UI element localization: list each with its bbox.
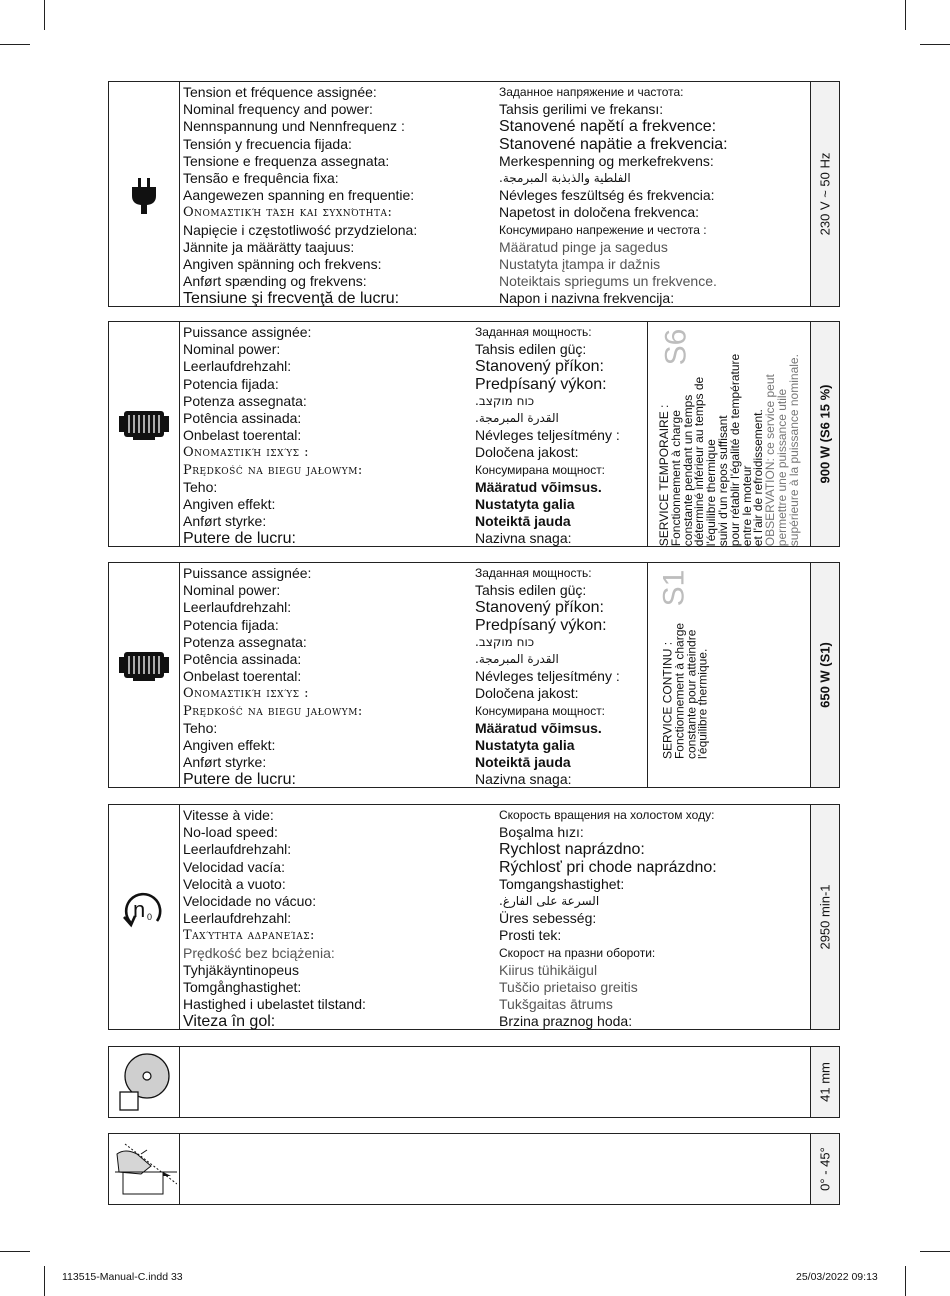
- label-line: Noteiktais spriegums un frekvence.: [499, 273, 717, 290]
- disc-value-cell: [810, 1047, 839, 1117]
- power-s1-icon-cell: [109, 563, 180, 787]
- label-line: Üres sebesség:: [499, 910, 597, 927]
- label-line: Ονομαστική ισχύς :: [183, 445, 310, 461]
- footer-date: 25/03/2022 09:13: [796, 1271, 878, 1283]
- label-line: Консумирана мощност:: [475, 703, 606, 718]
- label-line: Angiven spänning och frekvens:: [183, 255, 382, 272]
- label-line: Nazivna snaga:: [475, 771, 572, 788]
- power-s6-icon-cell: [109, 322, 180, 546]
- voltage-labels-left: [183, 84, 417, 307]
- power-s6-labels-right: [475, 324, 620, 547]
- label-line: Määratud võimsus.: [475, 719, 602, 736]
- power-s6-note-cell: [647, 322, 812, 546]
- label-line: Nominal power:: [183, 341, 281, 358]
- label-line: Angiven effekt:: [183, 495, 276, 512]
- label-line: Kiirus tühikäigul: [499, 961, 598, 978]
- angle-value-cell: [810, 1134, 839, 1204]
- label-line: Napięcie i częstotliwość przydzielona:: [183, 221, 418, 238]
- label-line: Tahsis edilen güç:: [475, 582, 587, 599]
- crop-mark: [905, 1266, 906, 1296]
- label-line: Nominal power:: [183, 582, 281, 599]
- label-line: Potência assinada:: [183, 409, 302, 426]
- crop-mark: [920, 1251, 950, 1252]
- crop-mark: [0, 1251, 30, 1252]
- label-line: constante pendant un temps: [680, 394, 695, 547]
- label-line: Določena jakost:: [475, 444, 579, 461]
- label-line: Napetost in določena frekvenca:: [499, 204, 700, 221]
- label-line: Заданная мощность:: [475, 566, 592, 580]
- label-line: Aangewezen spanning en frequentie:: [183, 187, 415, 204]
- label-line: Anført styrke:: [183, 754, 267, 771]
- speed-block: [108, 804, 840, 1030]
- label-line: Заданная мощность:: [475, 325, 592, 339]
- label-line: Prędkość na biegu jałowym:: [183, 462, 363, 478]
- mode-s6-label: S6: [659, 328, 693, 366]
- power-s6-value-cell: [810, 322, 839, 546]
- label-line: الفلطية والذبذبة المبرمجة.: [499, 170, 631, 185]
- label-line: Anført styrke:: [183, 513, 267, 530]
- power-s1-value: 650 W (S1): [817, 642, 833, 708]
- label-line: Rýchlosť pri chode naprázdno:: [499, 858, 717, 876]
- label-line: Angiven effekt:: [183, 736, 276, 753]
- label-line: Tahsis gerilimi ve frekansı:: [499, 101, 664, 118]
- label-line: כוח מוקצב.: [475, 393, 535, 408]
- label-line: Puissance assignée:: [183, 565, 312, 581]
- label-line: Noteiktā jauda: [475, 754, 571, 771]
- power-plug-icon: [129, 178, 159, 214]
- mode-s1-label: S1: [657, 569, 691, 607]
- label-line: entre le moteur: [739, 465, 754, 547]
- label-line: Določena jakost:: [475, 685, 579, 702]
- label-line: כוח מוקצב.: [475, 634, 535, 649]
- label-line: Potenza assegnata:: [183, 392, 307, 409]
- label-line: Stanovené napětí a frekvence:: [499, 118, 717, 136]
- label-line: Potenza assegnata:: [183, 633, 307, 650]
- crop-mark: [905, 0, 906, 30]
- label-line: Velocità a vuoto:: [183, 875, 286, 892]
- label-line: No-load speed:: [183, 824, 278, 841]
- label-line: Onbelast toerental:: [183, 427, 302, 444]
- voltage-icon-cell: [109, 82, 180, 306]
- power-s1-note: [662, 623, 709, 759]
- label-line: Hastighed i ubelastet tilstand:: [183, 996, 366, 1013]
- label-line: Anført spænding og frekvens:: [183, 273, 367, 290]
- speed-value: 2950 min-1: [817, 884, 833, 950]
- label-line: Ονομαστική ισχύς :: [183, 686, 310, 702]
- no-load-speed-icon: [121, 887, 165, 931]
- label-line: Tahsis edilen güç:: [475, 341, 587, 358]
- label-line: Nustatyta galia: [475, 495, 575, 512]
- label-line: Nustatyta galia: [475, 736, 575, 753]
- label-line: suivi d'un repos suffisant: [716, 415, 731, 547]
- label-line: Консумирана мощност:: [475, 462, 606, 477]
- label-line: Tomgånghastighet:: [183, 978, 302, 995]
- label-line: Консумирано напрежение и честота :: [499, 222, 707, 237]
- disc-value: 41 mm: [817, 1062, 833, 1102]
- angle-value: 0° - 45°: [817, 1147, 833, 1191]
- label-line: supérieure à la puissance nominale.: [786, 354, 801, 547]
- label-line: القدرة المبرمجة.: [475, 410, 559, 425]
- label-line: Névleges feszültség és frekvencia:: [499, 187, 715, 204]
- voltage-value: 230 V ~ 50 Hz: [817, 152, 833, 236]
- power-s1-value-cell: [810, 563, 839, 787]
- label-line: Prosti tek:: [499, 927, 562, 944]
- label-line: Tensão e frequência fixa:: [183, 169, 339, 186]
- label-line: SERVICE TEMPORAIRE :: [657, 404, 672, 547]
- label-line: pour rétablir l'égalité de température: [728, 353, 742, 547]
- speed-icon-cell: [109, 805, 180, 1029]
- saw-disc-diameter-icon: [117, 1052, 171, 1112]
- label-line: Ταχύτητα αδρανείας:: [183, 928, 315, 944]
- voltage-value-cell: [810, 82, 839, 306]
- label-line: Stanovený příkon:: [475, 358, 604, 376]
- label-line: Velocidade no vácuo:: [183, 892, 317, 909]
- label-line: Predpísaný výkon:: [475, 616, 607, 634]
- motor-icon: [119, 649, 169, 681]
- label-line: Potencia fijada:: [183, 375, 279, 392]
- label-line: Nennspannung und Nennfrequenz :: [183, 118, 405, 135]
- label-line: Fonctionnement à charge: [672, 622, 687, 760]
- label-line: Leerlaufdrehzahl:: [183, 841, 292, 858]
- speed-icon-letter: n: [133, 897, 146, 922]
- label-line: Prędkość bez bciążenia:: [183, 944, 335, 961]
- motor-icon: [119, 408, 169, 440]
- label-line: et l'air de refroidissement.: [751, 409, 766, 547]
- disc-block: [108, 1046, 840, 1118]
- label-line: Rychlost naprázdno:: [499, 841, 645, 859]
- power-s1-note-cell: [647, 563, 812, 787]
- label-line: Tension et fréquence assignée:: [183, 84, 377, 100]
- label-line: القدرة المبرمجة.: [475, 651, 559, 666]
- label-line: Tensiune şi frecvenţă de lucru:: [183, 290, 400, 308]
- label-line: Predpísaný výkon:: [475, 375, 607, 393]
- label-line: Prędkość na biegu jałowym:: [183, 703, 363, 719]
- label-line: Tukšgaitas ātrums: [499, 996, 613, 1013]
- label-line: l'équilibre thermique.: [695, 648, 710, 760]
- label-line: Potencia fijada:: [183, 616, 279, 633]
- label-line: permettre une puissance utile: [775, 388, 790, 547]
- tilt-angle-icon: [111, 1140, 177, 1200]
- label-line: Tyhjäkäyntinopeus: [183, 961, 299, 978]
- label-line: Скорость вращения на холостом ходу:: [499, 808, 715, 822]
- label-line: OBSERVATION: ce service peut: [763, 374, 778, 547]
- crop-mark: [0, 44, 30, 45]
- label-line: Tuščio prietaiso greitis: [499, 978, 638, 995]
- label-line: Névleges teljesítmény :: [475, 427, 620, 444]
- label-line: Brzina praznog hoda:: [499, 1013, 633, 1030]
- label-line: Teho:: [183, 719, 218, 736]
- label-line: Stanovený příkon:: [475, 599, 604, 617]
- angle-icon-cell: [109, 1134, 180, 1204]
- label-line: Viteza în gol:: [183, 1013, 276, 1031]
- speed-labels-left: [183, 807, 366, 1030]
- label-line: Fonctionnement à charge: [669, 410, 684, 547]
- label-line: Tomgangshastighet:: [499, 875, 625, 892]
- crop-mark: [44, 1266, 45, 1296]
- label-line: Velocidad vacía:: [183, 858, 285, 875]
- label-line: Leerlaufdrehzahl:: [183, 599, 292, 616]
- label-line: Leerlaufdrehzahl:: [183, 358, 292, 375]
- speed-labels-right: [499, 807, 717, 1030]
- label-line: Скорост на празни обороти:: [499, 945, 656, 960]
- label-line: Jännite ja määrätty taajuus:: [183, 238, 355, 255]
- power-s6-value: 900 W (S6 15 %): [817, 384, 833, 484]
- label-line: constante pour atteindre: [684, 629, 698, 760]
- label-line: Onbelast toerental:: [183, 668, 302, 685]
- power-s6-note: [659, 354, 801, 546]
- label-line: Tensión y frecuencia fijada:: [183, 135, 352, 152]
- label-line: Tensione e frequenza assegnata:: [183, 152, 390, 169]
- label-line: Névleges teljesítmény :: [475, 668, 620, 685]
- label-line: Ονομαστική τάση και συχνότητα:: [183, 205, 393, 221]
- voltage-block: [108, 81, 840, 307]
- label-line: Teho:: [183, 478, 218, 495]
- label-line: Nustatyta įtampa ir dažnis: [499, 255, 661, 272]
- label-line: Nominal frequency and power:: [183, 101, 373, 118]
- label-line: Заданное напряжение и частота:: [499, 85, 684, 99]
- label-line: Boşalma hızı:: [499, 824, 584, 841]
- label-line: Putere de lucru:: [183, 771, 296, 789]
- angle-block: [108, 1133, 840, 1205]
- power-s1-labels-left: [183, 565, 363, 788]
- label-line: SERVICE CONTINU :: [660, 641, 675, 760]
- label-line: Määratud võimsus.: [475, 478, 602, 495]
- crop-mark: [920, 44, 950, 45]
- label-line: l'équilibre thermique: [704, 439, 719, 547]
- voltage-labels-right: [499, 84, 728, 307]
- speed-icon-subscript: 0: [147, 912, 153, 922]
- label-line: déterminé inférieur au temps de: [692, 376, 707, 547]
- label-line: Puissance assignée:: [183, 324, 312, 340]
- label-line: Nazivna snaga:: [475, 530, 572, 547]
- label-line: Määratud pinge ja sagedus: [499, 238, 668, 255]
- footer-file: 113515-Manual-C.indd 33: [62, 1271, 183, 1283]
- label-line: Vitesse à vide:: [183, 807, 274, 823]
- speed-value-cell: [810, 805, 839, 1029]
- label-line: Napon i nazivna frekvencija:: [499, 290, 675, 307]
- label-line: Stanovené napätie a frekvencia:: [499, 135, 728, 153]
- label-line: Leerlaufdrehzahl:: [183, 910, 292, 927]
- label-line: Noteiktā jauda: [475, 513, 571, 530]
- crop-mark: [44, 0, 45, 30]
- power-s1-block: [108, 562, 840, 788]
- label-line: Merkespenning og merkefrekvens:: [499, 152, 714, 169]
- label-line: Putere de lucru:: [183, 530, 296, 548]
- power-s6-labels-left: [183, 324, 363, 547]
- disc-icon-cell: [109, 1047, 180, 1117]
- power-s6-block: [108, 321, 840, 547]
- label-line: Potência assinada:: [183, 650, 302, 667]
- label-line: السرعة على الفارغ.: [499, 893, 600, 908]
- power-s1-labels-right: [475, 565, 620, 788]
